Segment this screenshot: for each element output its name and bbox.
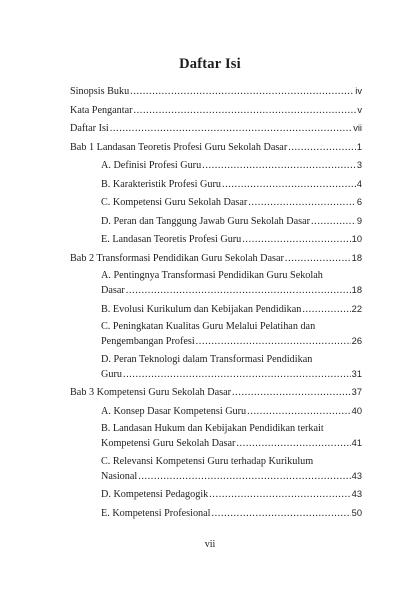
toc-entry-bab-3-b[interactable] (101, 422, 362, 450)
toc-page-number: 9 (356, 215, 362, 226)
dot-leader (242, 233, 350, 247)
toc-entry-text: Bab 2 Transformasi Pendidikan Guru Sekolah Dasar (70, 252, 284, 264)
toc-entry-bab-3-a[interactable] (101, 404, 362, 423)
toc-entry-bab-2-c[interactable] (101, 320, 362, 348)
toc-entry-bab-3[interactable] (70, 385, 362, 404)
dot-leader (138, 470, 350, 484)
dot-leader (236, 437, 350, 451)
toc-entry-bab-2-b[interactable] (101, 302, 362, 321)
dot-leader (126, 284, 351, 298)
toc-entry-bab-2-a[interactable] (101, 269, 362, 297)
toc-page-number: 37 (351, 387, 362, 397)
toc-page-number: 18 (351, 285, 362, 295)
toc-entry-text-line2: Guru (101, 368, 122, 380)
toc-entry-text-line2: Pengembangan Profesi (101, 336, 195, 347)
toc-page-number: 40 (351, 405, 362, 416)
dot-leader (232, 386, 351, 400)
toc-entry-bab-1-b[interactable] (101, 177, 362, 196)
toc-entry-text: E. Landasan Teoretis Profesi Guru (101, 234, 242, 245)
toc-entry-bab-3-d[interactable] (101, 487, 362, 506)
toc-page-number: 4 (356, 178, 362, 189)
dot-leader (222, 178, 356, 192)
toc-entry-text: B. Karakteristik Profesi Guru (101, 178, 221, 190)
dot-leader (202, 159, 356, 173)
toc-entry-bab-2[interactable] (70, 251, 362, 270)
toc-entry-text: C. Kompetensi Guru Sekolah Dasar (101, 197, 248, 208)
dot-leader (110, 122, 352, 136)
toc-entry-bab-3-e[interactable] (101, 506, 362, 525)
toc-entry-bab-1-a[interactable] (101, 158, 362, 177)
toc-entry-text: Kata Pengantar (70, 104, 133, 116)
toc-page-number: 26 (351, 336, 362, 346)
toc-entry-text: A. Definisi Profesi Guru (101, 160, 202, 171)
dot-leader (302, 303, 350, 317)
toc-entry-bab-2-d[interactable] (101, 353, 362, 381)
table-of-contents (70, 84, 362, 524)
toc-entry-text-line2: Kompetensi Guru Sekolah Dasar (101, 438, 236, 449)
toc-page-number: 1 (356, 141, 362, 152)
toc-entry-bab-1-e[interactable] (101, 232, 362, 251)
toc-entry-daftar-isi[interactable] (70, 121, 362, 140)
toc-entry-text-line2: Dasar (101, 285, 125, 296)
dot-leader (248, 196, 356, 210)
toc-entry-text-line1: A. Pentingnya Transformasi Pendidikan Guru Sekolah (101, 270, 323, 281)
dot-leader (285, 252, 351, 266)
dot-leader (134, 104, 357, 118)
dot-leader (247, 405, 351, 419)
toc-entry-text-line1: C. Peningkatan Kualitas Guru Melalui Pelatihan dan (101, 321, 316, 332)
toc-page-number: 43 (351, 489, 362, 499)
toc-entry-bab-1[interactable] (70, 140, 362, 159)
toc-page-number: 43 (351, 470, 362, 481)
toc-entry-text: Bab 3 Kompetensi Guru Sekolah Dasar (70, 387, 231, 398)
dot-leader (212, 507, 351, 521)
toc-entry-text: B. Evolusi Kurikulum dan Kebijakan Pendidikan (101, 303, 302, 315)
toc-entry-text-line1: B. Landasan Hukum dan Kebijakan Pendidikan terkait (101, 423, 324, 434)
toc-page-number: 41 (351, 438, 362, 448)
toc-entry-text: Bab 1 Landasan Teoretis Profesi Guru Sekolah Dasar (70, 141, 288, 153)
toc-page-number: 18 (351, 252, 362, 263)
toc-entry-text: Daftar Isi (70, 123, 109, 134)
toc-page-number: 6 (356, 197, 362, 207)
dot-leader (123, 368, 351, 382)
toc-page-number: v (357, 104, 362, 115)
toc-entry-bab-3-c[interactable] (101, 455, 362, 483)
dot-leader (311, 215, 356, 229)
toc-page-number: 50 (351, 507, 362, 518)
toc-entry-kata-pengantar[interactable] (70, 103, 362, 122)
toc-entry-bab-1-c[interactable] (101, 195, 362, 214)
toc-page-number: 22 (351, 303, 362, 314)
toc-entry-bab-1-d[interactable] (101, 214, 362, 233)
toc-entry-text: E. Kompetensi Profesional (101, 507, 211, 519)
page-title: Daftar Isi (179, 56, 241, 72)
dot-leader (130, 85, 354, 99)
toc-page-number: 3 (356, 160, 362, 170)
toc-entry-text-line1: D. Peran Teknologi dalam Transformasi Pendidikan (101, 353, 313, 365)
page-number-footer: vii (204, 539, 216, 550)
dot-leader (209, 488, 350, 502)
toc-entry-sinopsis[interactable] (70, 84, 362, 103)
toc-entry-text: Sinopsis Buku (70, 86, 130, 97)
dot-leader (196, 335, 351, 349)
toc-page-number: 10 (351, 234, 362, 244)
toc-page-number: 31 (351, 368, 362, 379)
toc-page-number: iv (355, 86, 362, 96)
toc-entry-text-line1: C. Relevansi Kompetensi Guru terhadap Kurikulum (101, 455, 314, 467)
toc-entry-text: D. Kompetensi Pedagogik (101, 489, 209, 500)
dot-leader (288, 141, 356, 155)
toc-entry-text: A. Konsep Dasar Kompetensi Guru (101, 405, 247, 417)
toc-page-number: vii (353, 123, 362, 133)
toc-entry-text: D. Peran dan Tanggung Jawab Guru Sekolah Dasar (101, 215, 311, 227)
toc-entry-text-line2: Nasional (101, 470, 138, 482)
